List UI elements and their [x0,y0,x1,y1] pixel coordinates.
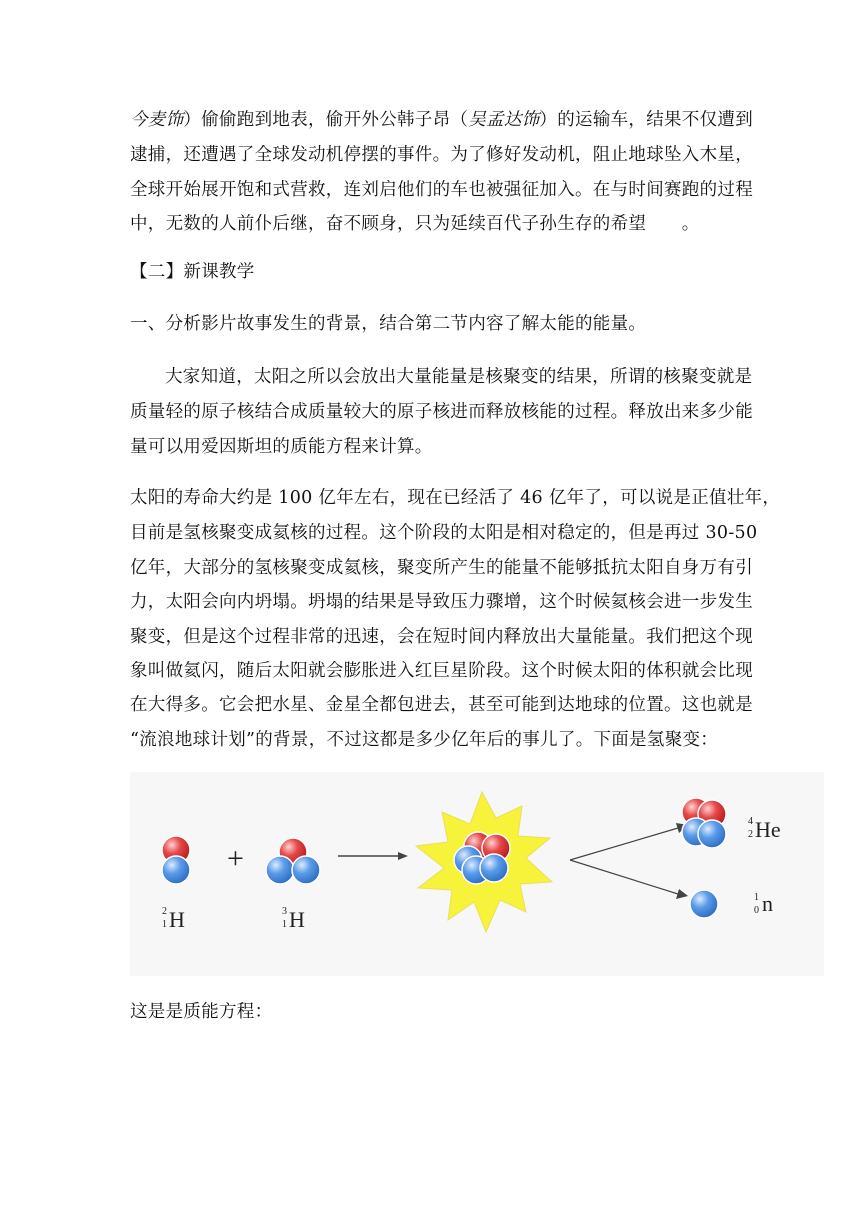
para2-line-1: 太阳的寿命大约是 100 亿年左右，现在已经活了 46 亿年了，可以说是正值壮年， [130,488,781,508]
element-symbol: He [755,817,781,842]
para2-line-7: 在大得多。它会把水星、金星全都包进去，甚至可能到达地球的位置。这也就是 [130,695,753,715]
para2-line-8: “流浪地球计划”的背景，不过这都是多少亿年后的事儿了。下面是氢聚变： [130,730,719,750]
mass-number: 1 [754,892,759,903]
para1-line-3: 量可以用爱因斯坦的质能方程来计算。 [130,437,433,457]
intro-line-4: 中，无数的人前仆后继，奋不顾身，只为延续百代子孙生存的希望 。 [130,214,700,234]
actor-name-2: 吴孟达饰 [468,110,540,130]
free-neutron [690,890,718,918]
section-heading: 【二】新课教学 [130,262,255,282]
para2-line-4: 力，太阳会向内坍塌。坍塌的结果是导致压力骤增，这个时候氦核会进一步发生 [130,592,753,612]
neutron-particle [698,820,726,848]
charge-number: 1 [162,919,167,930]
para2-line-5: 聚变，但是这个过程非常的迅速，会在短时间内释放出大量能量。我们把这个现 [130,627,753,647]
charge-number: 2 [748,829,753,840]
mass-number: 3 [282,906,287,917]
mass-number: 4 [748,816,753,827]
deuterium-label [162,906,185,932]
para1-line-1: 大家知道，太阳之所以会放出大量能量是核聚变的结果，所谓的核聚变就是 [165,367,753,387]
mass-number: 2 [162,906,167,917]
para1-line-2: 质量轻的原子核结合成质量较大的原子核进而释放核能的过程。释放出来多少能 [130,402,753,422]
intro-line-1 [130,108,753,132]
deuterium-nucleus [162,836,190,884]
neutron-label [754,891,773,916]
neutron-particle [292,856,320,884]
para2-line-2: 目前是氢核聚变成氦核的过程。这个阶段的太阳是相对稳定的，但是再过 30-50 [130,523,758,543]
intro-text-1b: ）的运输车，结果不仅遭到 [539,110,754,130]
fusion-diagram-svg [130,772,824,976]
charge-number: 1 [282,919,287,930]
split-arrows [570,823,688,899]
intro-line-3: 全球开始展开饱和式营救，连刘启他们的车也被强征加入。在与时间赛跑的过程 [130,180,753,200]
charge-number: 0 [754,905,759,916]
helium-label [748,816,781,842]
neutron-particle [480,854,508,882]
element-symbol: H [289,907,305,932]
para2-line-3: 亿年，大部分的氢核聚变成氦核，聚变所产生的能量不能够抵抗太阳自身万有引 [130,558,753,578]
actor-name-1: 今麦饰 [130,110,184,130]
part1-heading: 一、分析影片故事发生的背景，结合第二节内容了解太能的能量。 [130,314,647,334]
intro-text-1a: ）偷偷跑到地表，偷开外公韩子昂（ [183,110,469,130]
element-symbol: H [169,907,185,932]
equation-caption: 这是是质能方程： [130,1002,273,1022]
element-symbol: n [762,891,773,916]
para2-line-6: 象叫做氦闪，随后太阳就会膨胀进入红巨星阶段。这个时候太阳的体积就会比现 [130,661,753,681]
fusion-diagram [130,772,824,976]
tritium-nucleus [266,838,320,884]
tritium-label [282,906,305,932]
reaction-arrow [338,852,408,860]
helium-nucleus [682,798,726,848]
intro-line-2: 逮捕，还遭遇了全球发动机停摆的事件。为了修好发动机，阻止地球坠入木星， [130,145,753,165]
neutron-particle [162,856,190,884]
neutron-particle [266,856,294,884]
plus-sign: + [227,842,244,875]
